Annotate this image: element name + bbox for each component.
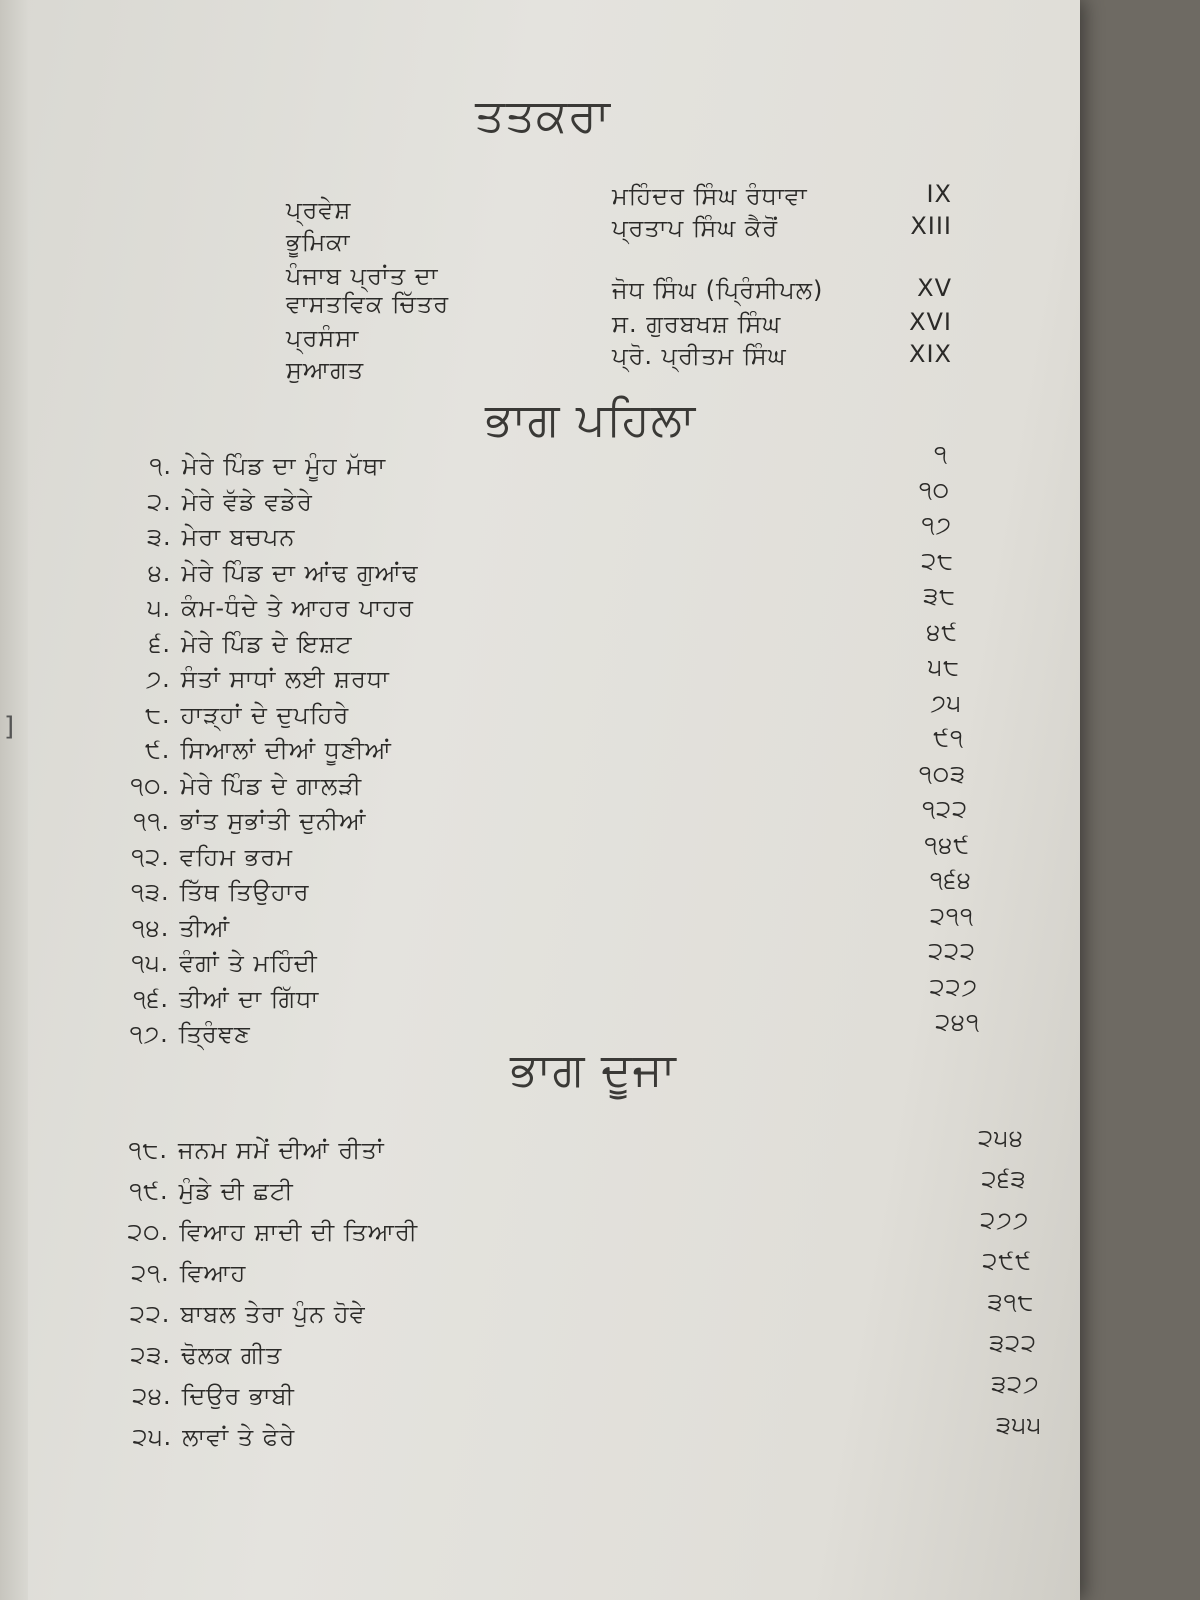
- prelim-title: ਪ੍ਰਵੇਸ਼: [286, 196, 352, 224]
- chapter-number: ੨੨.: [129, 1300, 171, 1328]
- chapter-number: ੨੧.: [131, 1259, 170, 1287]
- chapter-page-number: ੨੧੧: [930, 901, 974, 930]
- chapter-number: ੬.: [149, 629, 171, 658]
- chapter-title: ਸੰਤਾਂ ਸਾਧਾਂ ਲਈ ਸ਼ਰਧਾ: [180, 665, 390, 693]
- chapter-page-number: ੭੫: [930, 688, 962, 717]
- prelim-title: ਭੂਮਿਕਾ: [286, 228, 351, 256]
- prelim-author: ਮਹਿੰਦਰ ਸਿੰਘ ਰੰਧਾਵਾ: [612, 182, 808, 210]
- chapter-page-number: ੩੨੭: [991, 1370, 1040, 1398]
- chapter-title: ਵਿਆਹ: [179, 1259, 247, 1287]
- chapter-number: ੫.: [147, 594, 172, 622]
- chapter-number: ੨੩.: [130, 1341, 171, 1369]
- chapter-page-number: ੨੯੯: [982, 1247, 1032, 1275]
- chapter-title: ਮੇਰਾ ਬਚਪਨ: [181, 523, 296, 551]
- chapter-entry: [0, 1288, 1080, 1336]
- chapter-title: ਮੇਰੇ ਪਿੰਡ ਦਾ ਆਂਢ ਗੁਆਂਢ: [181, 558, 419, 587]
- chapter-page-number: ੩੧੮: [987, 1288, 1035, 1316]
- prelim-title: ਪੰਜਾਬ ਪ੍ਰਾਂਤ ਦਾ: [286, 262, 439, 290]
- chapter-page-number: ੫੮: [928, 653, 960, 681]
- chapter-page-number: ੩੫੫: [995, 1411, 1043, 1439]
- chapter-title: ਮੇਰੇ ਪਿੰਡ ਦੇ ਇਸ਼ਟ: [181, 629, 353, 658]
- chapter-title: ਵਿਆਹ ਸ਼ਾਦੀ ਦੀ ਤਿਆਰੀ: [179, 1218, 419, 1246]
- chapter-page-number: ੧੦: [918, 475, 950, 504]
- chapter-title: ਤੀਆਂ ਦਾ ਗਿੱਧਾ: [179, 984, 320, 1013]
- chapter-title: ਮੁੰਡੇ ਦੀ ਛਟੀ: [178, 1177, 294, 1205]
- part-two-heading: ਭਾਗ ਦੂਜਾ: [510, 1042, 677, 1096]
- prelim-page-number: XIII: [910, 212, 952, 240]
- chapter-number: ੨੫.: [132, 1423, 173, 1451]
- chapter-number: ੯.: [145, 736, 171, 764]
- chapter-number: ੪.: [147, 558, 172, 587]
- chapter-number: ੭.: [145, 665, 171, 693]
- chapter-title: ਲਾਵਾਂ ਤੇ ਫੇਰੇ: [182, 1423, 296, 1451]
- chapter-number: ੧੩.: [131, 878, 170, 906]
- part-one-heading: ਭਾਗ ਪਹਿਲਾ: [485, 392, 696, 446]
- chapter-number: ੧੪.: [131, 913, 170, 942]
- chapter-number: ੨੪.: [132, 1382, 172, 1410]
- chapter-title: ਮੇਰੇ ਵੱਡੇ ਵਡੇਰੇ: [181, 487, 313, 516]
- prelim-page-number: XVI: [909, 308, 952, 336]
- chapter-title: ਕੰਮ-ਧੰਦੇ ਤੇ ਆਹਰ ਪਾਹਰ: [181, 594, 414, 622]
- chapter-number: ੧.: [149, 452, 172, 480]
- chapter-number: ੧੯.: [129, 1177, 169, 1205]
- prelim-author: ਪ੍ਰੋ. ਪ੍ਰੀਤਮ ਸਿੰਘ: [612, 342, 787, 370]
- chapter-number: ੧੭.: [129, 1020, 169, 1048]
- contents-heading: ਤਤਕਰਾ: [475, 88, 611, 142]
- chapter-page-number: ੯੧: [933, 724, 964, 752]
- chapter-number: ੧੨.: [131, 842, 170, 871]
- chapter-page-number: ੨੬੩: [981, 1165, 1027, 1193]
- chapter-entry: [0, 1370, 1080, 1418]
- prelim-title: ਪ੍ਰਸੰਸਾ: [286, 324, 360, 352]
- prelim-page-number: XIX: [909, 340, 952, 368]
- chapter-page-number: ੪੯: [926, 617, 958, 646]
- prelim-author: ਪ੍ਰਤਾਪ ਸਿੰਘ ਕੈਰੋਂ: [612, 214, 779, 242]
- chapter-number: ੧੮.: [128, 1136, 168, 1164]
- chapter-entry: [0, 1206, 1080, 1254]
- chapter-number: ੧੦.: [130, 771, 171, 800]
- chapter-page-number: ੧੪੯: [924, 830, 970, 859]
- chapter-entry: [0, 1329, 1080, 1377]
- chapter-page-number: ੩੨੨: [989, 1329, 1037, 1357]
- chapter-title: ਮੇਰੇ ਪਿੰਡ ਦਾ ਮੂੰਹ ਮੱਥਾ: [182, 452, 387, 480]
- chapter-number: ੧੫.: [131, 949, 170, 977]
- chapter-title: ਬਾਬਲ ਤੇਰਾ ਪੁੰਨ ਹੋਵੇ: [180, 1300, 366, 1328]
- chapter-title: ਤਿੱਥ ਤਿਉਹਾਰ: [179, 878, 310, 906]
- chapter-page-number: ੧੭: [921, 511, 952, 539]
- chapter-title: ਤ੍ਰਿੰਞਣ: [178, 1020, 251, 1048]
- chapter-page-number: ੨੮: [921, 546, 954, 575]
- chapter-number: ੧੧.: [133, 807, 170, 835]
- prelim-page-number: IX: [926, 180, 952, 208]
- chapter-title: ਢੋਲਕ ਗੀਤ: [181, 1341, 283, 1369]
- chapter-title: ਦਿਉਰ ਭਾਬੀ: [181, 1382, 295, 1410]
- chapter-page-number: ੧: [933, 440, 948, 468]
- chapter-page-number: ੨੪੧: [935, 1008, 980, 1036]
- prelim-title: ਵਾਸਤਵਿਕ ਚਿੱਤਰ: [286, 290, 450, 318]
- prelim-entry: [0, 340, 1080, 392]
- margin-mark: ]: [4, 712, 15, 742]
- chapter-number: ੨.: [147, 487, 172, 516]
- chapter-page-number: ੨੨੭: [929, 972, 978, 1001]
- chapter-entry: [0, 1411, 1080, 1459]
- prelim-author: ਸ. ਗੁਰਬਖਸ਼ ਸਿੰਘ: [612, 310, 782, 338]
- chapter-number: ੩.: [147, 523, 172, 551]
- chapter-title: ਜਨਮ ਸਮੇਂ ਦੀਆਂ ਰੀਤਾਂ: [178, 1136, 385, 1164]
- chapter-number: ੮.: [145, 700, 171, 729]
- chapter-number: ੨੦.: [127, 1218, 170, 1246]
- prelim-author: ਜੋਧ ਸਿੰਘ (ਪ੍ਰਿੰਸੀਪਲ): [612, 276, 824, 304]
- chapter-page-number: ੨੫੪: [978, 1124, 1024, 1152]
- chapter-page-number: ੨੭੭: [980, 1206, 1030, 1234]
- chapter-entry: [0, 1124, 1080, 1172]
- chapter-title: ਮੇਰੇ ਪਿੰਡ ਦੇ ਗਾਲੜੀ: [180, 771, 363, 800]
- chapter-entry: [0, 1247, 1080, 1295]
- chapter-page-number: ੧੦੩: [918, 759, 966, 788]
- chapter-title: ਤੀਆਂ: [179, 913, 231, 942]
- chapter-title: ਭਾਂਤ ਸੁਭਾਂਤੀ ਦੁਨੀਆਂ: [180, 807, 367, 835]
- chapter-title: ਸਿਆਲਾਂ ਦੀਆਂ ਧੂਣੀਆਂ: [180, 736, 392, 764]
- chapter-title: ਵੰਗਾਂ ਤੇ ਮਹਿੰਦੀ: [179, 949, 318, 977]
- chapter-title: ਹਾੜ੍ਹਾਂ ਦੇ ਦੁਪਹਿਰੇ: [180, 700, 350, 729]
- chapter-page-number: ੧੬੪: [929, 866, 972, 894]
- chapter-entry: [0, 1165, 1080, 1213]
- chapter-title: ਵਹਿਮ ਭਰਮ: [179, 842, 294, 871]
- chapter-page-number: ੧੨੨: [922, 795, 968, 823]
- chapter-page-number: ੩੮: [923, 582, 956, 610]
- prelim-entry: [0, 212, 1080, 264]
- chapter-number: ੧੬.: [133, 984, 169, 1013]
- prelim-page-number: XV: [917, 274, 952, 302]
- chapter-page-number: ੨੨੨: [928, 937, 976, 965]
- prelim-title: ਸੁਆਗਤ: [286, 356, 365, 384]
